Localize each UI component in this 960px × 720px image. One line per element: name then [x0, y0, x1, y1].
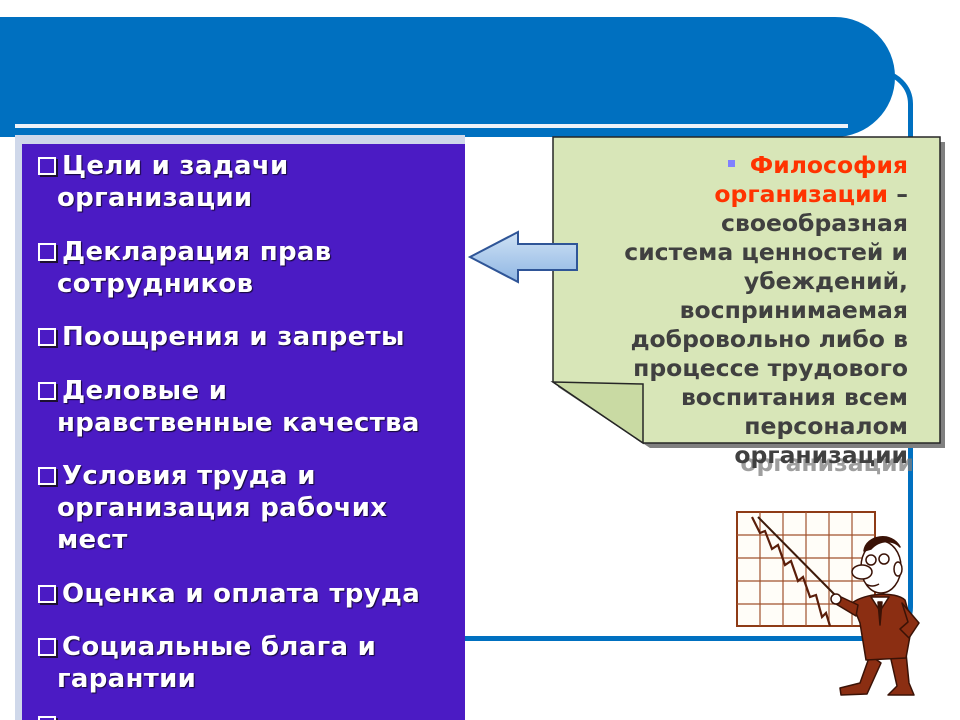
checkbox-square-icon	[38, 467, 56, 485]
topic-line: Социальные блага и	[62, 632, 377, 662]
checkbox-square-icon	[38, 243, 56, 261]
checkbox-square-icon	[38, 716, 56, 720]
checkbox-square-icon	[38, 382, 56, 400]
banner-divider	[15, 124, 848, 128]
topic-item	[22, 460, 465, 556]
topic-line: Условия труда и	[62, 461, 316, 491]
topic-item	[22, 321, 465, 353]
note-dash: –	[896, 180, 908, 208]
note-line: система ценностей и	[624, 238, 908, 266]
topic-line: Оценка и оплата труда	[62, 578, 421, 609]
note-term: организации	[714, 180, 889, 208]
topic-item	[22, 150, 465, 214]
note-term-line	[568, 180, 908, 209]
note-line: своеобразная	[721, 209, 908, 237]
topic-line: Цели и задачи	[62, 151, 289, 181]
note-line: добровольно либо в	[630, 325, 908, 353]
topic-line: Деловые и	[62, 375, 228, 406]
topic-item-cut-off	[22, 709, 465, 720]
square-bullet-icon	[728, 160, 735, 167]
checkbox-square-icon	[38, 157, 56, 175]
checkbox-square-icon	[38, 585, 56, 603]
note-line: организации	[734, 441, 908, 469]
note-line: убеждений,	[743, 267, 908, 295]
checkbox-square-icon	[38, 328, 56, 346]
note-term: Философия	[749, 151, 908, 179]
topic-line: организация рабочих	[57, 493, 388, 523]
left-arrow-icon	[465, 226, 583, 288]
note-line: персоналом	[744, 412, 908, 440]
topic-line: мест	[57, 525, 128, 555]
topic-line: Поощрения и запреты	[62, 322, 405, 352]
topic-line: гарантии	[57, 664, 197, 694]
topics-list	[22, 144, 465, 720]
topic-item	[22, 631, 465, 695]
note-line: воспитания всем	[680, 383, 908, 411]
topic-item	[22, 236, 465, 300]
note-line: воспринимаемая	[679, 296, 908, 324]
note-line: процессе трудового	[633, 354, 908, 382]
topic-line: Декларация прав	[62, 236, 332, 267]
topics-panel	[15, 135, 465, 720]
topic-item	[22, 375, 465, 439]
topic-line: нравственные качества	[57, 407, 420, 438]
presenter-chart-icon	[730, 505, 920, 700]
topic-line: организации	[57, 183, 253, 213]
philosophy-note-text	[568, 151, 908, 470]
checkbox-square-icon	[38, 638, 56, 656]
topic-line: сотрудников	[57, 268, 254, 299]
note-title-line	[568, 151, 908, 180]
topic-item	[22, 578, 465, 610]
title-banner	[0, 17, 895, 137]
